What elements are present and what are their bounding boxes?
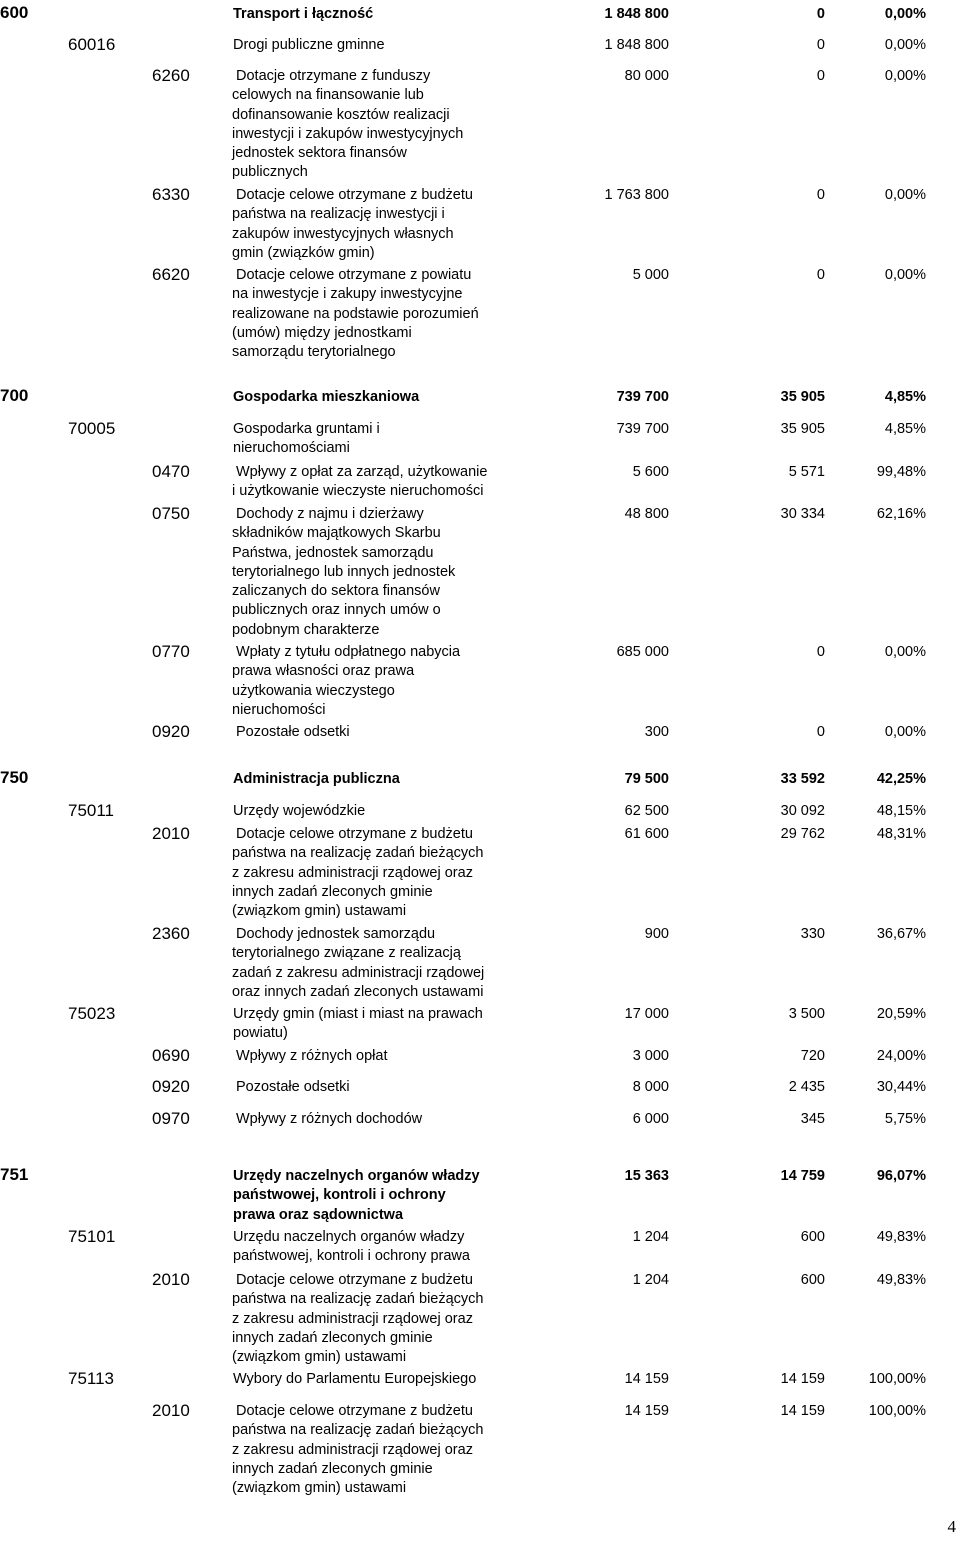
item-title <box>232 925 526 1002</box>
classification-code: 2010 <box>152 1270 190 1289</box>
item-title <box>232 67 526 183</box>
item-title <box>232 643 526 720</box>
title-line: prawa oraz sądownictwa <box>233 1206 404 1223</box>
executed-amount: 2 435 <box>788 1079 825 1095</box>
title-line: Wpłaty z tytułu odpłatnego nabycia <box>236 644 461 660</box>
executed-amount: 0 <box>816 37 825 53</box>
title-line: innych zadań zleconych gminie <box>232 883 433 900</box>
item-title <box>236 1110 526 1129</box>
classification-code: 0920 <box>152 1077 190 1096</box>
title-line: Wpływy z różnych dochodów <box>236 1111 423 1127</box>
title-line: z zakresu administracji rządowej oraz <box>232 1441 473 1458</box>
executed-amount: 14 159 <box>780 1403 825 1419</box>
title-line: Urzędy wojewódzkie <box>233 803 366 819</box>
title-line: Wpływy z różnych opłat <box>236 1048 388 1064</box>
title-line: celowych na finansowanie lub <box>232 87 424 104</box>
classification-code: 6330 <box>152 185 190 204</box>
item-title <box>233 1228 523 1267</box>
execution-percent: 100,00% <box>868 1403 926 1419</box>
item-title <box>236 1047 526 1066</box>
title-line: Administracja publiczna <box>233 771 400 787</box>
classification-code: 2010 <box>152 1401 190 1420</box>
title-line: powiatu) <box>233 1025 288 1042</box>
title-line: i użytkowanie wieczyste nieruchomości <box>232 483 484 500</box>
planned-amount: 5 600 <box>632 464 669 480</box>
title-line: terytorialnego lub innych jednostek <box>232 563 456 580</box>
executed-amount: 30 092 <box>780 803 825 819</box>
executed-amount: 33 592 <box>780 771 825 787</box>
title-line: (związkom gmin) ustawami <box>232 1349 407 1366</box>
executed-amount: 0 <box>816 187 825 203</box>
execution-percent: 0,00% <box>884 644 926 660</box>
classification-code: 2360 <box>152 924 190 943</box>
title-line: inwestycji i zakupów inwestycyjnych <box>232 125 464 142</box>
classification-code: 6260 <box>152 66 190 85</box>
executed-amount: 35 905 <box>780 389 825 405</box>
executed-amount: 30 334 <box>780 506 825 522</box>
item-title <box>232 186 526 263</box>
executed-amount: 29 762 <box>780 826 825 842</box>
planned-amount: 1 204 <box>632 1272 669 1288</box>
execution-percent: 4,85% <box>884 389 926 405</box>
execution-percent: 4,85% <box>884 421 926 437</box>
planned-amount: 6 000 <box>632 1111 669 1127</box>
title-line: realizowane na podstawie porozumień <box>232 305 479 322</box>
planned-amount: 15 363 <box>624 1168 669 1184</box>
title-line: (związkom gmin) ustawami <box>232 903 407 920</box>
classification-code: 751 <box>0 1165 29 1184</box>
executed-amount: 0 <box>816 724 825 740</box>
title-line: z zakresu administracji rządowej oraz <box>232 864 473 881</box>
title-line: (umów) między jednostkami <box>232 324 412 341</box>
title-line: państwa na realizację zadań bieżących <box>232 1291 484 1308</box>
executed-amount: 5 571 <box>788 464 825 480</box>
title-line: Urzędy naczelnych organów władzy <box>233 1168 480 1184</box>
classification-code: 6620 <box>152 265 190 284</box>
title-line: z zakresu administracji rządowej oraz <box>232 1310 473 1327</box>
item-title <box>236 1078 526 1097</box>
executed-amount: 14 759 <box>780 1168 825 1184</box>
title-line: oraz innych zadań zleconych ustawami <box>232 983 484 1000</box>
executed-amount: 3 500 <box>788 1006 825 1022</box>
planned-amount: 5 000 <box>632 267 669 283</box>
executed-amount: 0 <box>816 68 825 84</box>
executed-amount: 345 <box>800 1111 825 1127</box>
execution-percent: 49,83% <box>876 1229 926 1245</box>
title-line: zakupów inwestycyjnych własnych <box>232 225 454 242</box>
execution-percent: 48,15% <box>876 803 926 819</box>
classification-code: 75023 <box>68 1004 116 1023</box>
page-number: 4 <box>947 1517 956 1536</box>
item-title <box>233 770 523 789</box>
title-line: (związkom gmin) ustawami <box>232 1480 407 1497</box>
classification-code: 60016 <box>68 35 116 54</box>
item-title <box>233 5 523 24</box>
item-title <box>232 1402 526 1498</box>
title-line: państwowej, kontroli i ochrony <box>233 1187 446 1204</box>
item-title <box>233 420 523 459</box>
item-title <box>233 1167 523 1225</box>
classification-code: 750 <box>0 768 29 787</box>
title-line: Wybory do Parlamentu Europejskiego <box>233 1371 477 1387</box>
planned-amount: 3 000 <box>632 1048 669 1064</box>
title-line: Urzędy gmin (miast i miast na prawach <box>233 1006 483 1022</box>
execution-percent: 0,00% <box>884 68 926 84</box>
item-title <box>233 388 523 407</box>
classification-code: 75101 <box>68 1227 116 1246</box>
item-title <box>232 266 526 362</box>
classification-code: 0770 <box>152 642 190 661</box>
planned-amount: 8 000 <box>632 1079 669 1095</box>
planned-amount: 1 848 800 <box>604 37 669 53</box>
executed-amount: 14 159 <box>780 1371 825 1387</box>
planned-amount: 739 700 <box>616 421 669 437</box>
planned-amount: 48 800 <box>624 506 669 522</box>
title-line: Dochody z najmu i dzierżawy <box>236 506 424 522</box>
title-line: Transport i łączność <box>233 6 374 22</box>
execution-percent: 42,25% <box>876 771 926 787</box>
classification-code: 700 <box>0 386 29 405</box>
planned-amount: 1 763 800 <box>604 187 669 203</box>
item-title <box>232 825 526 921</box>
classification-code: 0970 <box>152 1109 190 1128</box>
planned-amount: 17 000 <box>624 1006 669 1022</box>
title-line: prawa własności oraz prawa <box>232 663 415 680</box>
classification-code: 70005 <box>68 419 116 438</box>
executed-amount: 600 <box>800 1272 825 1288</box>
classification-code: 0920 <box>152 722 190 741</box>
title-line: Drogi publiczne gminne <box>233 37 385 53</box>
planned-amount: 300 <box>644 724 669 740</box>
title-line: użytkowania wieczystego <box>232 682 395 699</box>
title-line: terytorialnego związane z realizacją <box>232 945 461 962</box>
title-line: publicznych <box>232 164 308 181</box>
title-line: państwa na realizację inwestycji i <box>232 206 445 223</box>
title-line: Pozostałe odsetki <box>236 724 350 740</box>
item-title <box>233 1370 523 1389</box>
executed-amount: 0 <box>816 644 825 660</box>
execution-percent: 100,00% <box>868 1371 926 1387</box>
execution-percent: 0,00% <box>884 724 926 740</box>
execution-percent: 24,00% <box>876 1048 926 1064</box>
execution-percent: 30,44% <box>876 1079 926 1095</box>
title-line: Dotacje celowe otrzymane z budżetu <box>236 187 473 203</box>
executed-amount: 330 <box>800 926 825 942</box>
title-line: państwa na realizację zadań bieżących <box>232 845 484 862</box>
title-line: nieruchomościami <box>233 440 350 457</box>
title-line: na inwestycje i zakupy inwestycyjne <box>232 286 463 303</box>
planned-amount: 900 <box>644 926 669 942</box>
title-line: państwowej, kontroli i ochrony prawa <box>233 1248 470 1265</box>
classification-code: 0750 <box>152 504 190 523</box>
execution-percent: 48,31% <box>876 826 926 842</box>
title-line: Dotacje celowe otrzymane z budżetu <box>236 826 473 842</box>
planned-amount: 79 500 <box>624 771 669 787</box>
planned-amount: 1 848 800 <box>604 6 669 22</box>
planned-amount: 80 000 <box>624 68 669 84</box>
execution-percent: 99,48% <box>876 464 926 480</box>
title-line: zadań z zakresu administracji rządowej <box>232 964 485 981</box>
item-title <box>232 463 526 502</box>
item-title <box>233 36 523 55</box>
title-line: innych zadań zleconych gminie <box>232 1329 433 1346</box>
title-line: dofinansowanie kosztów realizacji <box>232 106 450 123</box>
title-line: publicznych oraz innych umów o <box>232 602 441 619</box>
classification-code: 75113 <box>68 1369 115 1388</box>
title-line: podobnym charakterze <box>232 621 380 638</box>
item-title <box>232 1271 526 1367</box>
title-line: Dotacje celowe otrzymane z powiatu <box>236 267 472 283</box>
title-line: Dotacje celowe otrzymane z budżetu <box>236 1403 473 1419</box>
classification-code: 2010 <box>152 824 190 843</box>
classification-code: 0690 <box>152 1046 190 1065</box>
title-line: Gospodarka gruntami i <box>233 421 380 437</box>
title-line: innych zadań zleconych gminie <box>232 1460 433 1477</box>
item-title <box>233 1005 523 1044</box>
planned-amount: 685 000 <box>616 644 669 660</box>
execution-percent: 0,00% <box>884 6 926 22</box>
title-line: Pozostałe odsetki <box>236 1079 350 1095</box>
classification-code: 600 <box>0 3 29 22</box>
item-title <box>236 723 526 742</box>
planned-amount: 62 500 <box>624 803 669 819</box>
title-line: Dotacje celowe otrzymane z budżetu <box>236 1272 473 1288</box>
execution-percent: 62,16% <box>876 506 926 522</box>
execution-percent: 20,59% <box>876 1006 926 1022</box>
executed-amount: 0 <box>816 6 825 22</box>
execution-percent: 0,00% <box>884 267 926 283</box>
execution-percent: 36,67% <box>876 926 926 942</box>
executed-amount: 600 <box>800 1229 825 1245</box>
title-line: samorządu terytorialnego <box>232 344 396 361</box>
item-title <box>233 802 523 821</box>
planned-amount: 14 159 <box>624 1403 669 1419</box>
classification-code: 75011 <box>68 801 115 820</box>
title-line: jednostek sektora finansów <box>232 145 407 162</box>
title-line: państwa na realizację zadań bieżących <box>232 1422 484 1439</box>
planned-amount: 61 600 <box>624 826 669 842</box>
title-line: Państwa, jednostek samorządu <box>232 544 434 561</box>
title-line: Dochody jednostek samorządu <box>236 926 436 942</box>
title-line: Urzędu naczelnych organów władzy <box>233 1229 465 1245</box>
item-title <box>232 505 526 640</box>
execution-percent: 0,00% <box>884 187 926 203</box>
execution-percent: 96,07% <box>876 1168 926 1184</box>
title-line: zaliczanych do sektora finansów <box>232 583 440 600</box>
classification-code: 0470 <box>152 462 190 481</box>
planned-amount: 1 204 <box>632 1229 669 1245</box>
executed-amount: 0 <box>816 267 825 283</box>
execution-percent: 5,75% <box>884 1111 926 1127</box>
planned-amount: 14 159 <box>624 1371 669 1387</box>
executed-amount: 35 905 <box>780 421 825 437</box>
title-line: Dotacje otrzymane z funduszy <box>236 68 431 84</box>
title-line: gmin (związków gmin) <box>232 244 375 261</box>
title-line: nieruchomości <box>232 701 326 718</box>
planned-amount: 739 700 <box>616 389 669 405</box>
executed-amount: 720 <box>800 1048 825 1064</box>
title-line: Gospodarka mieszkaniowa <box>233 389 420 405</box>
title-line: Wpływy z opłat za zarząd, użytkowanie <box>236 464 488 480</box>
execution-percent: 49,83% <box>876 1272 926 1288</box>
execution-percent: 0,00% <box>884 37 926 53</box>
title-line: składników majątkowych Skarbu <box>232 525 441 542</box>
